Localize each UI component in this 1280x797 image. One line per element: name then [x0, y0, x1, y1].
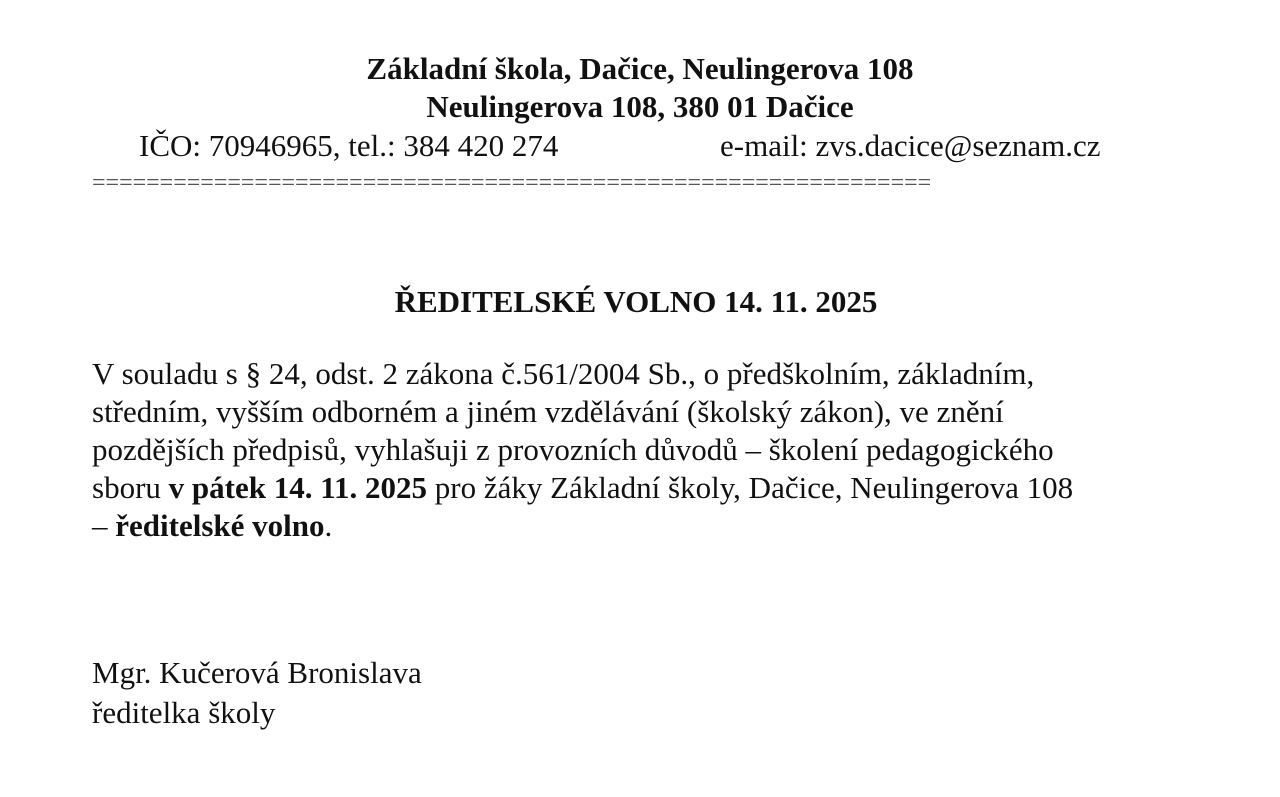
body-line-5-start: – [92, 508, 116, 543]
signature-block [92, 653, 422, 733]
contact-line [0, 126, 1280, 166]
body-line-3: pozdějších předpisů, vyhlašuji z provozních důvodů – školení pedagogického [92, 432, 1054, 467]
school-address: Neulingerova 108, 380 01 Dačice [426, 89, 854, 124]
body-date-emphasis: v pátek 14. 11. 2025 [168, 470, 427, 505]
document-title: ŘEDITELSKÉ VOLNO 14. 11. 2025 [394, 284, 878, 319]
school-name: Základní škola, Dačice, Neulingerova 108 [366, 51, 914, 86]
letterhead [0, 50, 1280, 126]
contact-email: e-mail: zvs.dacice@seznam.cz [720, 128, 1101, 163]
body-volno-emphasis: ředitelské volno [115, 508, 325, 543]
body-line-5-end: . [324, 508, 333, 543]
header-separator: ============================================================== [92, 170, 932, 196]
body-line-4 [92, 469, 1192, 507]
body-line-4-end: pro žáky Základní školy, Dačice, Neulingerova 108 [427, 470, 1074, 505]
announcement-body [92, 355, 1192, 545]
contact-ico-phone: IČO: 70946965, tel.: 384 420 274 [139, 128, 559, 163]
signatory-role: ředitelka školy [92, 695, 276, 730]
body-line-5 [92, 507, 1192, 545]
body-line-4-start: sboru [92, 470, 169, 505]
signatory-name: Mgr. Kučerová Bronislava [92, 655, 422, 690]
body-line-1: V souladu s § 24, odst. 2 zákona č.561/2004 Sb., o předškolním, základním, [92, 356, 1035, 391]
body-line-2: středním, vyšším odborném a jiném vzdělávání (školský zákon), ve znění [92, 394, 1004, 429]
